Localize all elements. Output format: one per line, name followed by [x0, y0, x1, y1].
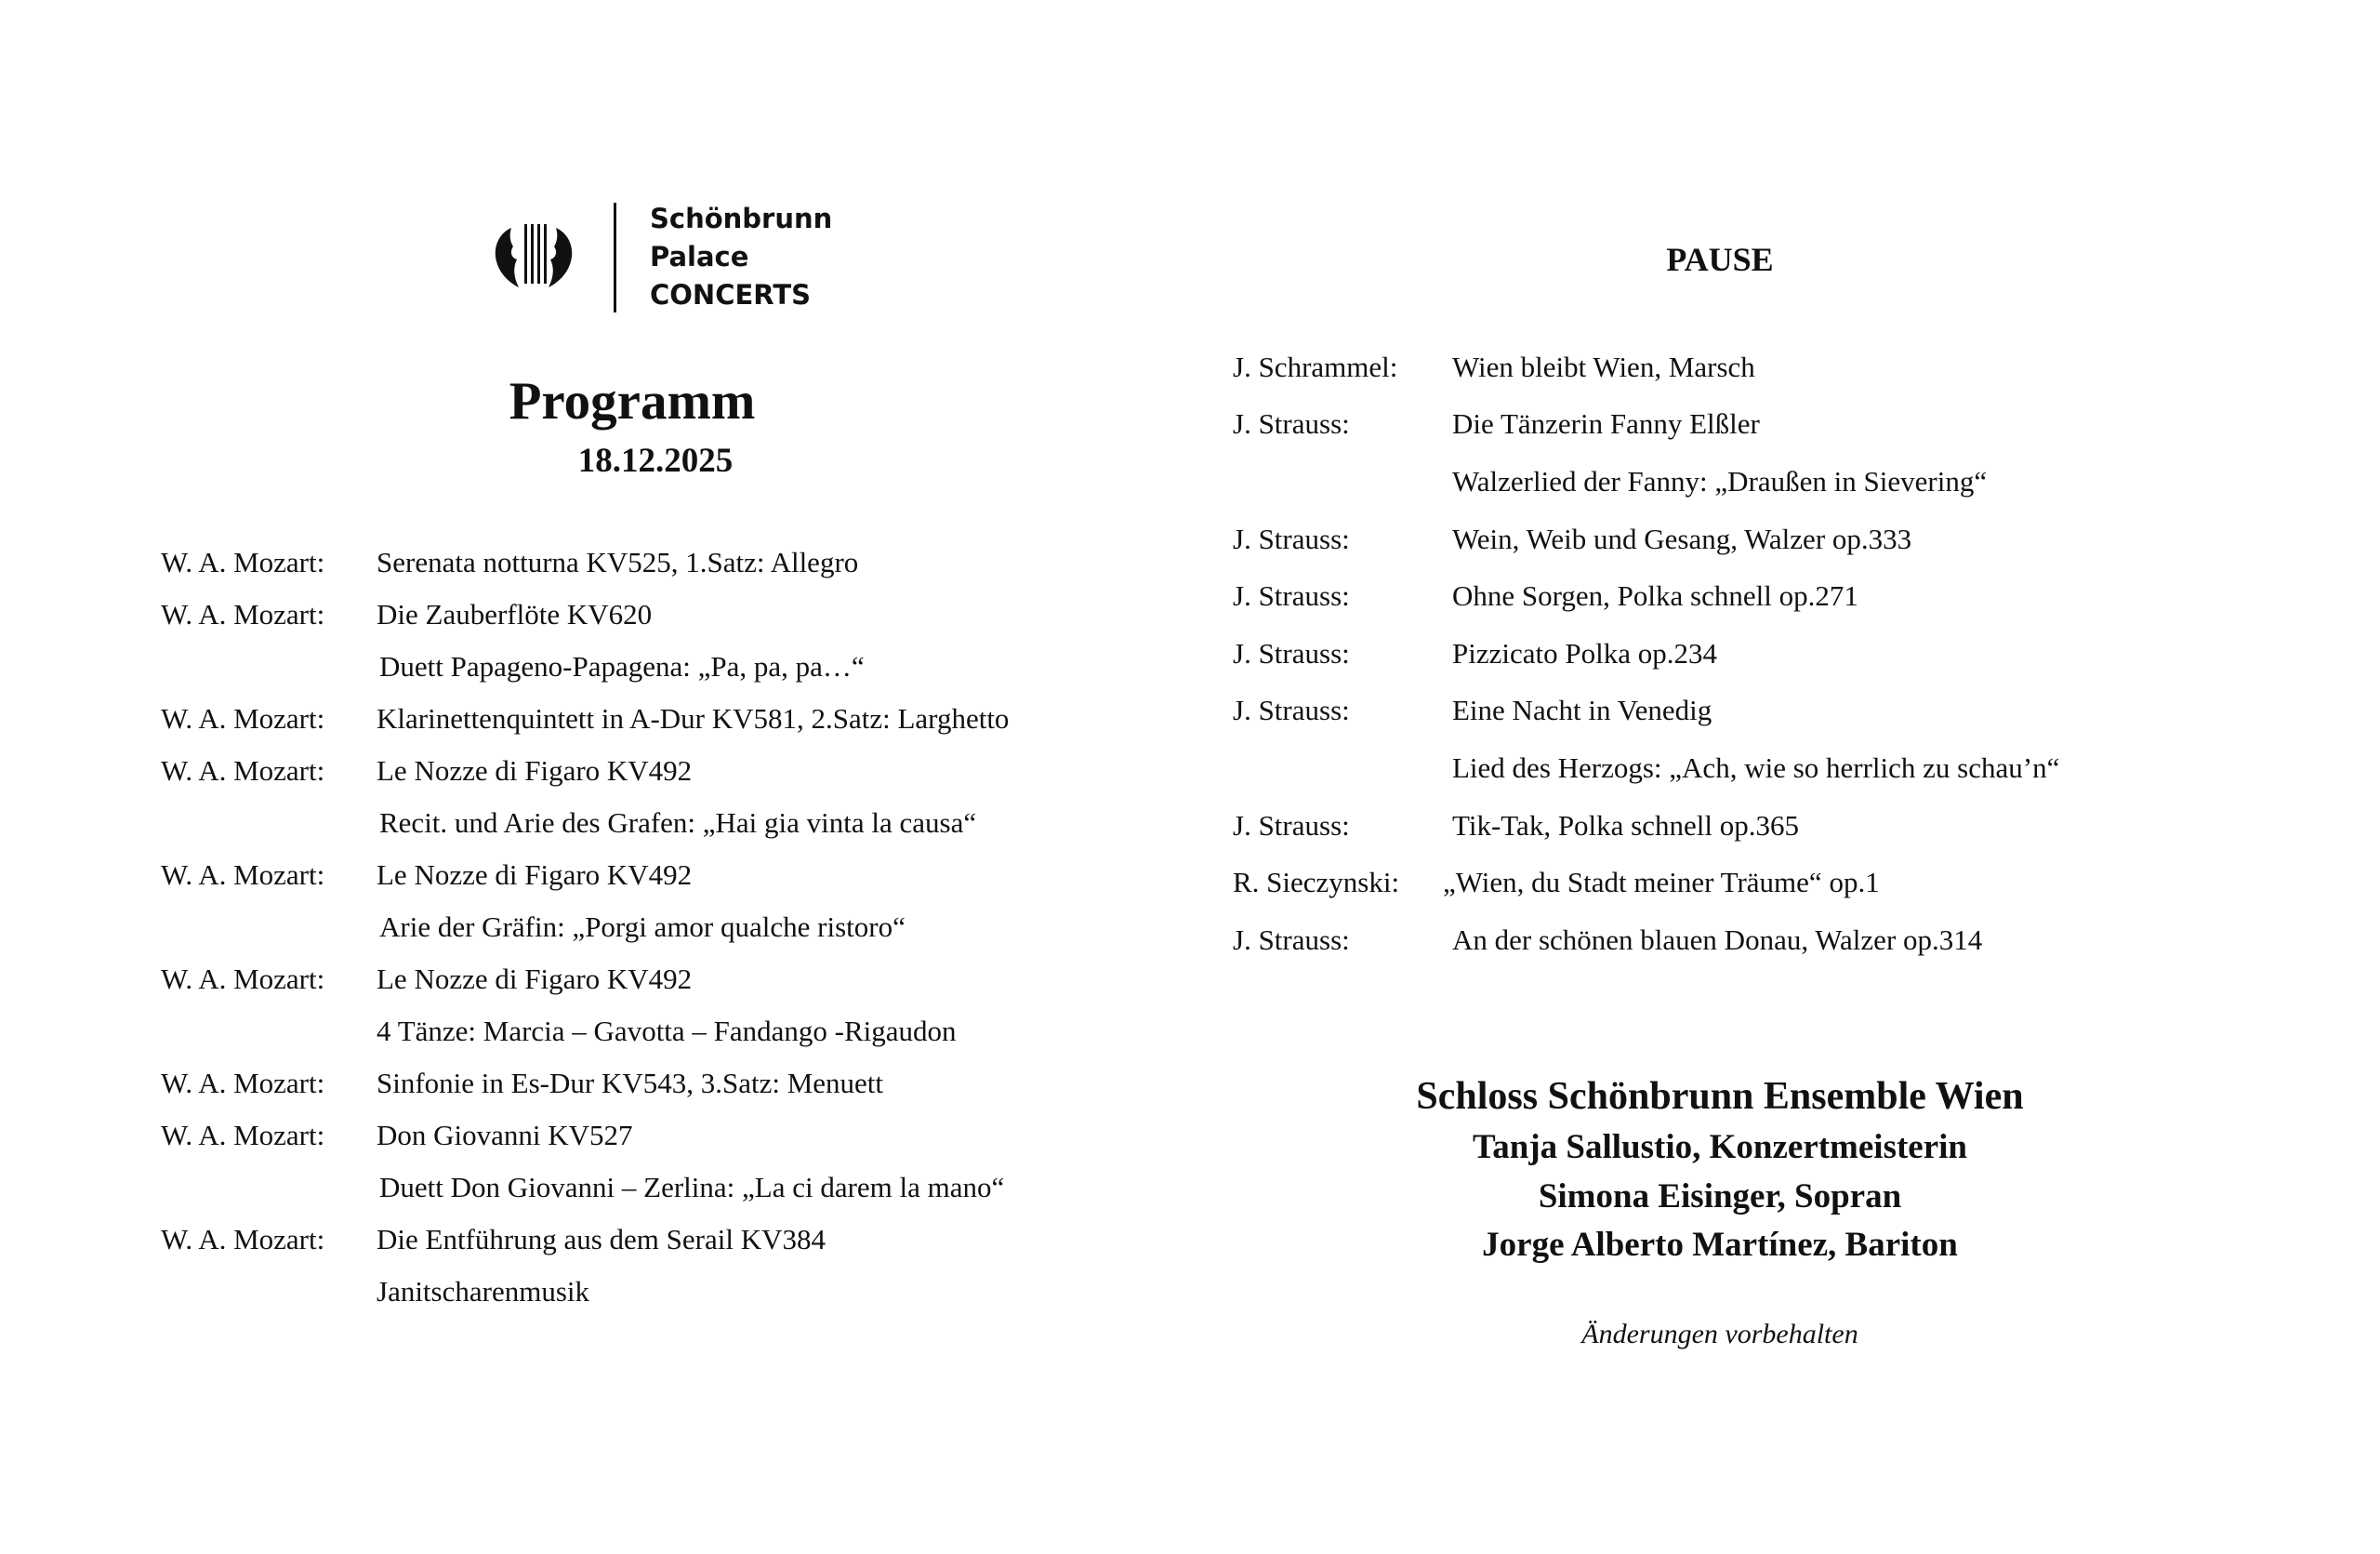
work-title: Don Giovanni KV527 [377, 1119, 633, 1151]
work-title: Klarinettenquintett in A-Dur KV581, 2.Satz: Larghetto [377, 702, 1010, 735]
composer: J. Strauss: [1233, 407, 1350, 440]
logo [491, 200, 832, 314]
composer: W. A. Mozart: [161, 1223, 325, 1255]
work-title: Lied des Herzogs: „Ach, wie so herrlich zu schau’n“ [1452, 751, 2060, 784]
work-title: Le Nozze di Figaro KV492 [377, 963, 693, 995]
composer: J. Strauss: [1233, 923, 1350, 956]
pause-heading: PAUSE [1666, 241, 1774, 278]
performer-baritone: Jorge Alberto Martínez, Bariton [1482, 1226, 1958, 1264]
composer: J. Strauss: [1233, 694, 1350, 726]
ensemble-name: Schloss Schönbrunn Ensemble Wien [1416, 1075, 2024, 1118]
work-title: Wein, Weib und Gesang, Walzer op.333 [1452, 523, 1912, 555]
work-title: Walzerlied der Fanny: „Draußen in Sievering“ [1452, 465, 1988, 498]
work-title: Wien bleibt Wien, Marsch [1452, 351, 1755, 383]
composer: W. A. Mozart: [161, 546, 325, 578]
composer: W. A. Mozart: [161, 1119, 325, 1151]
work-title: 4 Tänze: Marcia – Gavotta – Fandango -Rigaudon [377, 1015, 957, 1047]
work-title: Tik-Tak, Polka schnell op.365 [1452, 809, 1799, 842]
work-title: Recit. und Arie des Grafen: „Hai gia vinta la causa“ [379, 806, 977, 839]
work-title: Duett Papageno-Papagena: „Pa, pa, pa…“ [379, 650, 865, 683]
program-date: 18.12.2025 [577, 442, 734, 480]
composer: W. A. Mozart: [161, 963, 325, 995]
work-title: Die Zauberflöte KV620 [377, 598, 653, 631]
changes-reserved-note: Änderungen vorbehalten [1581, 1319, 1858, 1349]
work-title: Die Tänzerin Fanny Elßler [1452, 407, 1760, 440]
logo-line-3: CONCERTS [650, 279, 811, 311]
composer: W. A. Mozart: [161, 702, 325, 735]
work-title: Ohne Sorgen, Polka schnell op.271 [1452, 579, 1858, 612]
work-title: An der schönen blauen Donau, Walzer op.314 [1452, 923, 1983, 956]
composer: W. A. Mozart: [161, 754, 325, 787]
composer: J. Strauss: [1233, 637, 1350, 670]
composer: J. Strauss: [1233, 579, 1350, 612]
performer-soprano: Simona Eisinger, Sopran [1538, 1177, 1902, 1215]
composer: R. Sieczynski: [1233, 866, 1400, 898]
composer: W. A. Mozart: [161, 598, 325, 631]
violin-logo-icon [491, 220, 576, 295]
composer: W. A. Mozart: [161, 1067, 325, 1099]
logo-wordmark [650, 200, 832, 314]
work-title: Sinfonie in Es-Dur KV543, 3.Satz: Menuett [377, 1067, 884, 1099]
composer: J. Schrammel: [1233, 351, 1398, 383]
work-title: Arie der Gräfin: „Porgi amor qualche ristoro“ [379, 910, 906, 943]
work-title: Janitscharenmusik [377, 1275, 590, 1308]
program-title: Programm [509, 372, 756, 431]
work-title: „Wien, du Stadt meiner Träume“ op.1 [1443, 866, 1880, 898]
work-title: Pizzicato Polka op.234 [1452, 637, 1717, 670]
work-title: Duett Don Giovanni – Zerlina: „La ci darem la mano“ [379, 1171, 1005, 1203]
logo-line-1: Schönbrunn [650, 203, 833, 234]
composer: J. Strauss: [1233, 809, 1350, 842]
performer-concertmaster: Tanja Sallustio, Konzertmeisterin [1472, 1128, 1968, 1166]
work-title: Serenata notturna KV525, 1.Satz: Allegro [377, 546, 859, 578]
work-title: Eine Nacht in Venedig [1452, 694, 1712, 726]
work-title: Die Entführung aus dem Serail KV384 [377, 1223, 826, 1255]
composer: J. Strauss: [1233, 523, 1350, 555]
logo-line-2: Palace [650, 241, 749, 272]
logo-divider [614, 203, 616, 312]
composer: W. A. Mozart: [161, 858, 325, 891]
work-title: Le Nozze di Figaro KV492 [377, 858, 693, 891]
work-title: Le Nozze di Figaro KV492 [377, 754, 693, 787]
